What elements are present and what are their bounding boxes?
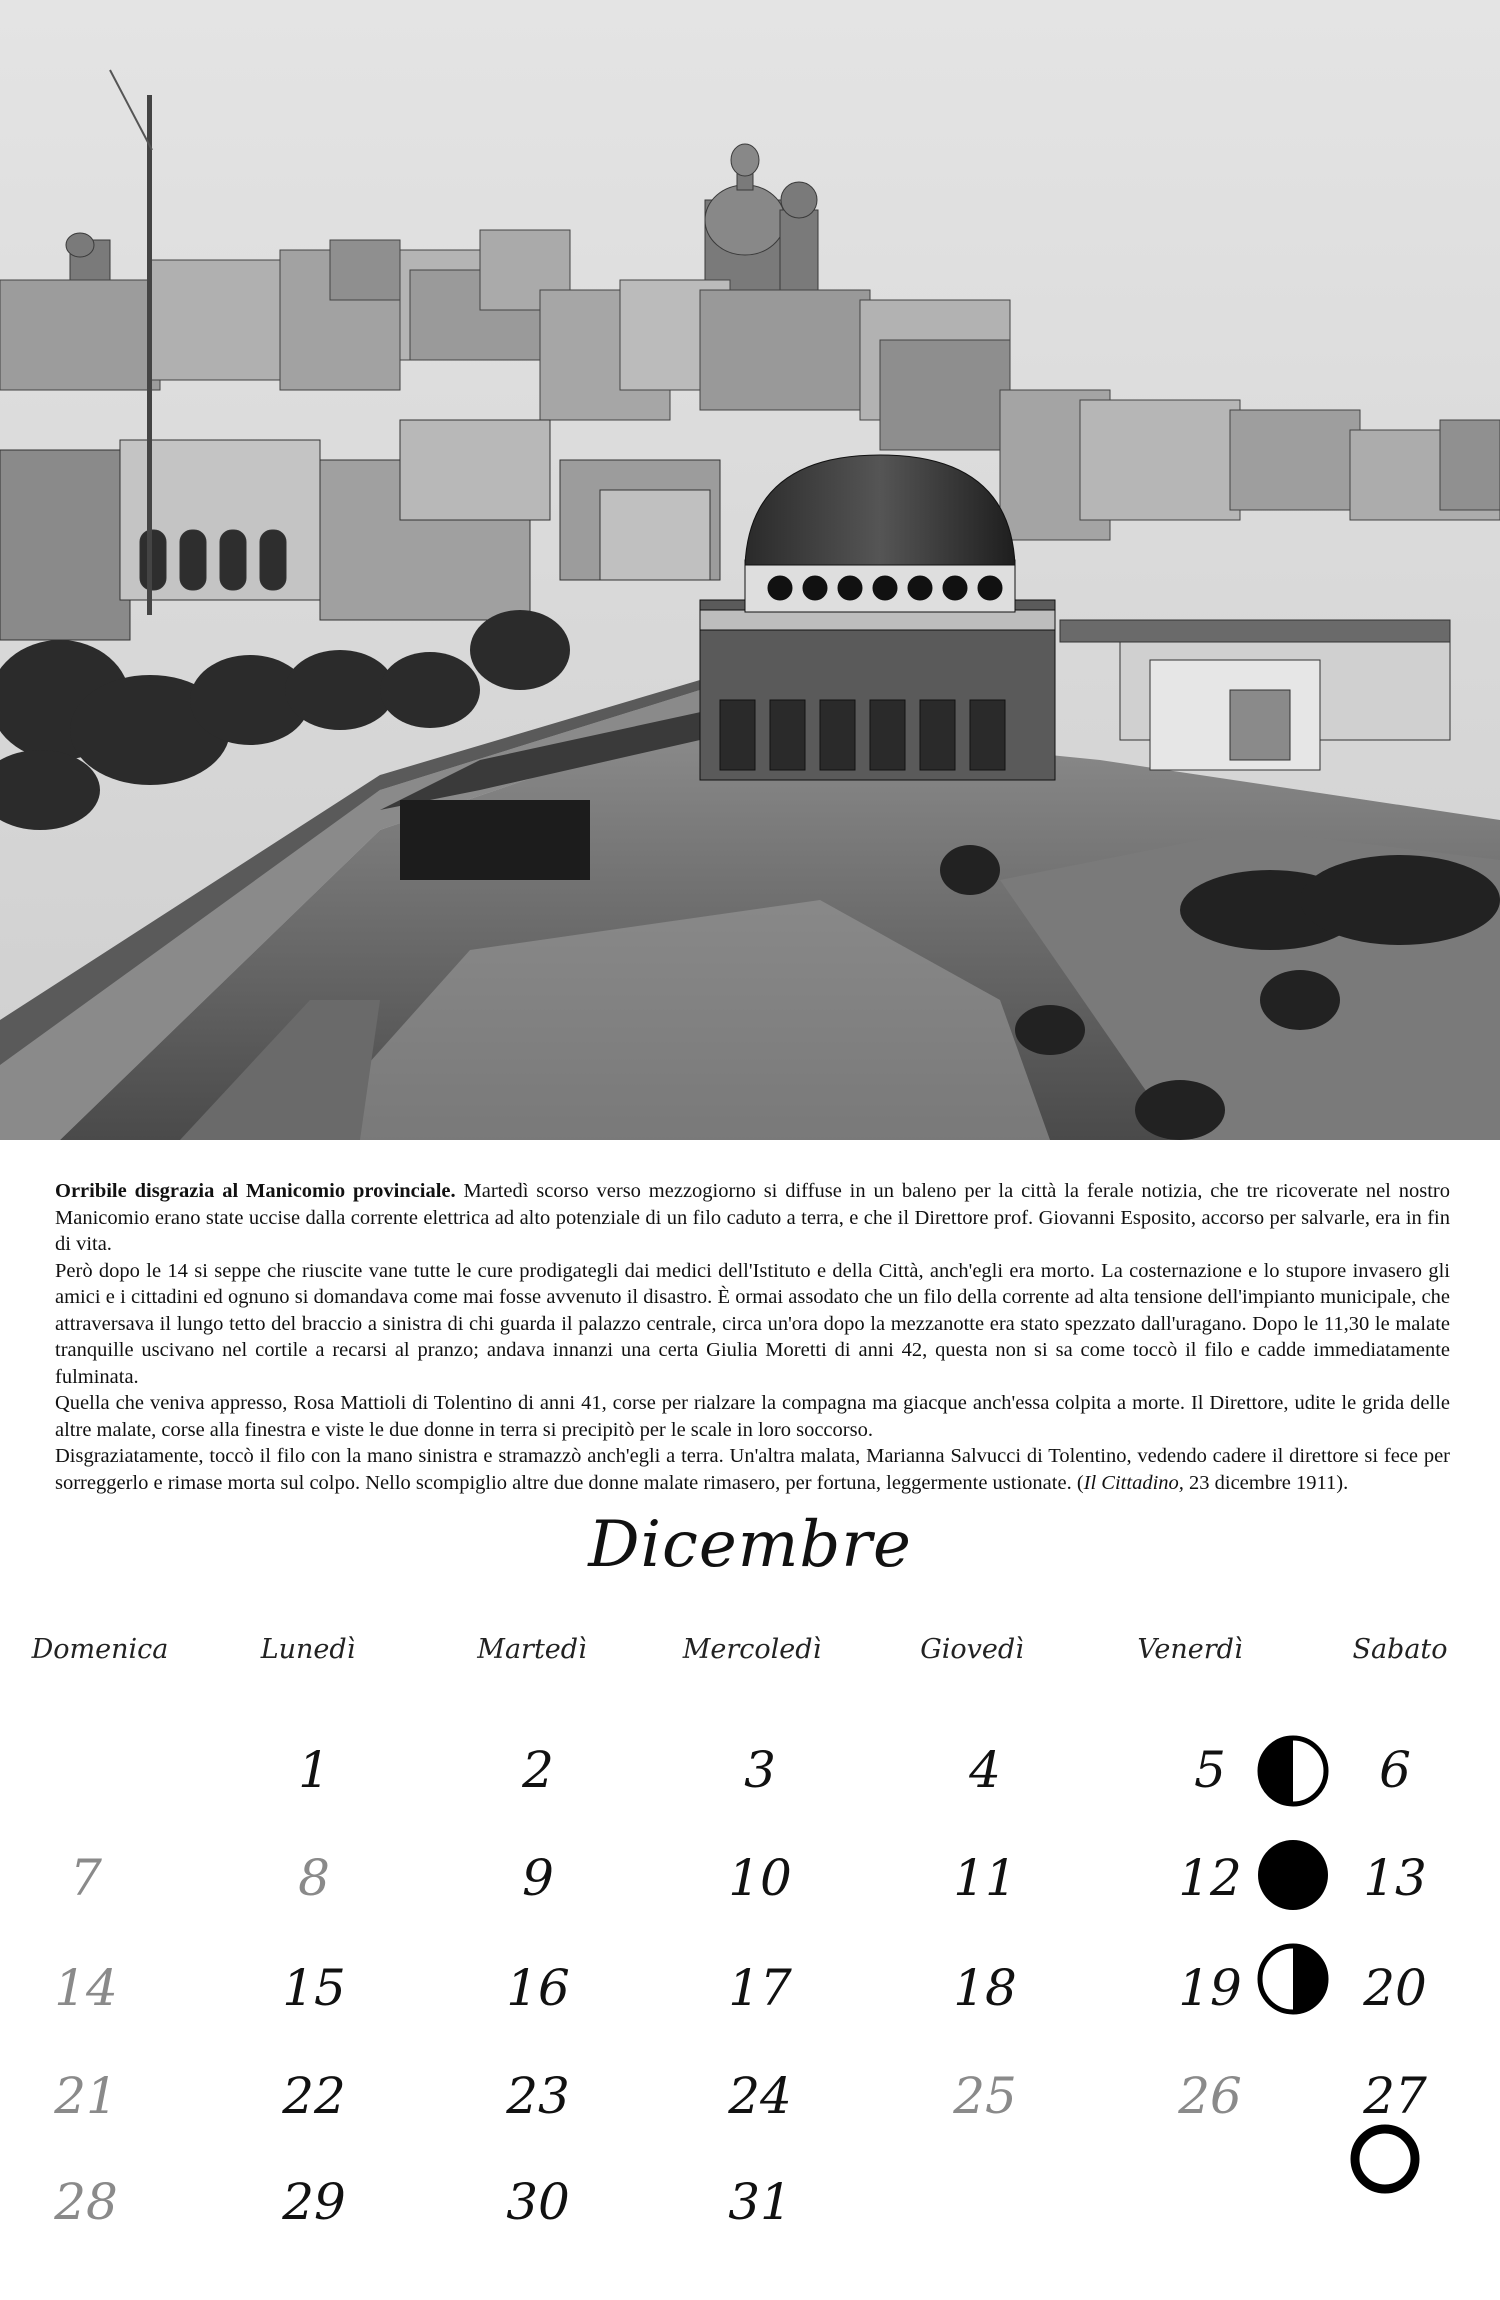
calendar-day: 27 [1363, 2067, 1427, 2125]
calendar-day: 12 [1178, 1849, 1242, 1907]
weekday-sunday: Domenica [31, 1634, 169, 1665]
calendar-day: 8 [298, 1849, 330, 1907]
article-paragraph [55, 1178, 1450, 1258]
historic-town-photo [0, 0, 1500, 1140]
calendar-day: 26 [1178, 2067, 1242, 2125]
weekday-saturday: Sabato [1352, 1634, 1448, 1665]
calendar-day: 15 [282, 1959, 346, 2017]
new-moon-icon [1348, 2122, 1422, 2196]
month-title: Dicembre [588, 1508, 912, 1582]
weekday-wednesday: Mercoledì [682, 1634, 822, 1665]
article-source: Il Cittadino, [1083, 1471, 1184, 1494]
calendar-day: 2 [522, 1741, 554, 1799]
calendar-day: 24 [728, 2067, 792, 2125]
calendar-day: 5 [1194, 1741, 1226, 1799]
calendar-day: 19 [1178, 1959, 1242, 2017]
calendar-day: 20 [1363, 1959, 1427, 2017]
article-paragraph-4 [55, 1443, 1450, 1496]
calendar-day: 29 [282, 2173, 346, 2231]
first-quarter-moon-icon [1256, 1734, 1330, 1808]
article-headline: Orribile disgrazia al Manicomio provinciale. [55, 1180, 456, 1202]
calendar-day: 9 [522, 1849, 554, 1907]
article-paragraph-4-text: Disgraziatamente, toccò il filo con la mano sinistra e stramazzò anch'egli a terra. Un'altra malata, Marianna Salvucci di Tolentino, vedendo cadere il direttore si fece per sorreggerlo e rimase morta sul colpo. Nello scompiglio altre due donne malate rimasero, per fortuna, leggermente ustionate. ( [55, 1445, 1450, 1494]
article-paragraph-3: Quella che veniva appresso, Rosa Mattioli di Tolentino di anni 41, corse per rialzare la compagna ma giacque anch'essa colpita a morte. Il Direttore, udite le grida delle altre malate, corse alla finestra e viste le due donne in terra si precipitò per le scale in loro soccorso. [55, 1392, 1450, 1441]
calendar-day: 28 [54, 2173, 118, 2231]
article-source-date: 23 dicembre 1911). [1183, 1471, 1349, 1494]
calendar-day: 14 [54, 1959, 118, 2017]
weekday-friday: Venerdì [1137, 1634, 1243, 1665]
calendar-day: 4 [969, 1741, 1001, 1799]
calendar-day: 6 [1379, 1741, 1411, 1799]
weekday-tuesday: Martedì [477, 1634, 587, 1665]
calendar-day: 16 [506, 1959, 570, 2017]
calendar-day: 30 [506, 2173, 570, 2231]
calendar-day: 10 [728, 1849, 792, 1907]
full-moon-icon [1256, 1838, 1330, 1912]
calendar-day: 13 [1363, 1849, 1427, 1907]
weekday-thursday: Giovedì [920, 1634, 1024, 1665]
calendar-day: 23 [506, 2067, 570, 2125]
calendar-day: 31 [728, 2173, 792, 2231]
calendar-day: 18 [953, 1959, 1017, 2017]
calendar-day: 25 [953, 2067, 1017, 2125]
calendar-day: 11 [953, 1849, 1017, 1907]
calendar-day: 22 [282, 2067, 346, 2125]
last-quarter-moon-icon [1256, 1942, 1330, 2016]
article-paragraph-1-text: Martedì scorso verso mezzogiorno si diffuse in un baleno per la città la ferale notizia, che tre ricoverate nel nostro Manicomio erano state uccise dalla corrente elettrica ad alto potenziale di un filo caduto a terra, e che il Direttore prof. Giovanni Esposito, accorso per salvarle, era in fin di vita. [55, 1180, 1450, 1255]
calendar-day: 7 [70, 1849, 102, 1907]
article-text [55, 1178, 1450, 1496]
weekday-monday: Lunedì [260, 1634, 356, 1665]
article-paragraph-2: Però dopo le 14 si seppe che riuscite vane tutte le cure prodigategli dai medici dell'Istituto e della Città, anch'egli era morto. La costernazione e lo stupore invasero gli amici e i cittadini ed ognuno si domandava come mai fosse avvenuto il disastro. È ormai assodato che un filo della corrente ad alta tensione dell'impianto municipale, che attraversava il lungo tetto del braccio a sinistra di chi guarda il palazzo centrale, circa un'ora dopo la mezzanotte era stato spezzato dall'uragano. Dopo le 11,30 le malate tranquille uscivano nel cortile a recarsi al pranzo; andava innanzi una certa Giulia Moretti di anni 42, questa non si sa come toccò il filo e cadde immediatamente fulminata. [55, 1259, 1450, 1388]
calendar-day: 17 [728, 1959, 792, 2017]
calendar-day: 3 [744, 1741, 776, 1799]
calendar-day: 21 [54, 2067, 118, 2125]
calendar-day: 1 [298, 1741, 330, 1799]
